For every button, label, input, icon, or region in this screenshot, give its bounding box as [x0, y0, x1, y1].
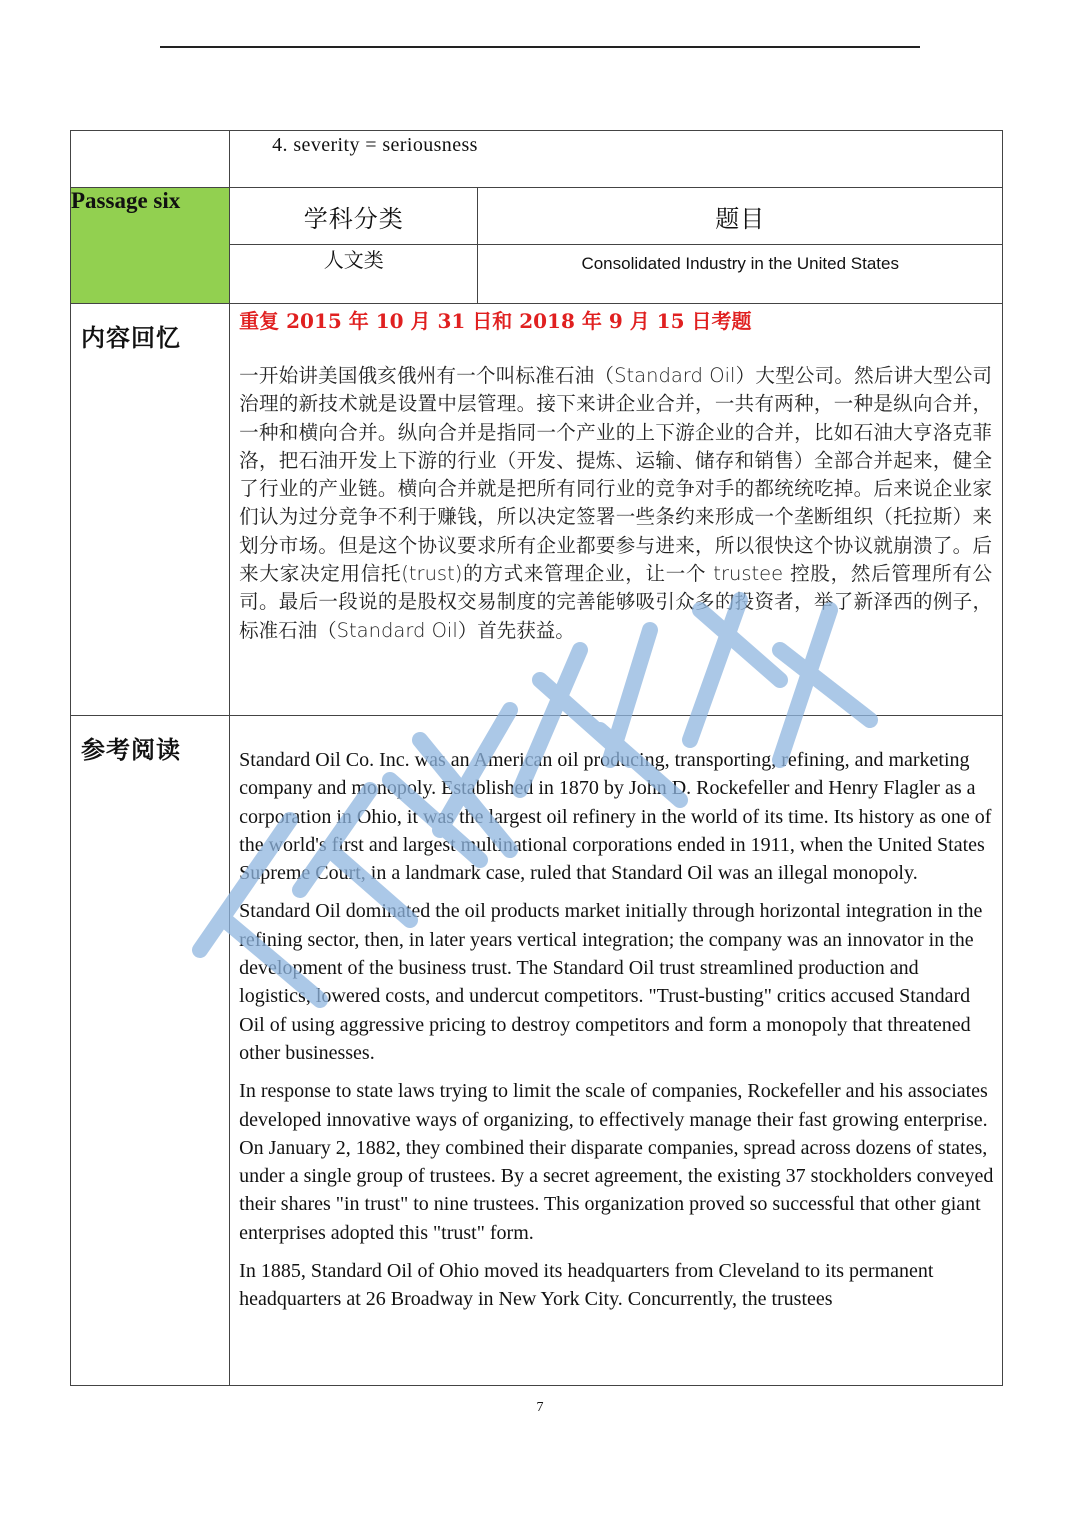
recall-text: 一开始讲美国俄亥俄州有一个叫标准石油（Standard Oil）大型公司。然后讲大型公司治理的新技术就是设置中层管理。接下来讲企业合并，一共有两种，一种是纵向合并，一种和横向合并。纵向合并是指同一个产业的上下游企业的合并，比如石油大亨洛克菲洛，把石油开发上下游的行业（开发、提炼、运输、储存和销售）全部合并起来，健全了行业的产业链。横向合并就是把所有同行业的竞争对手的都统统吃掉。后来说企业家们认为过分竞争不利于赚钱，所以决定签署一些条约来形成一个垄断组织（托拉斯）来划分市场。但是这个协议要求所有企业都要参与进来，所以很快这个协议就崩溃了。后来大家决定用信托(trust)的方式来管理企业，让一个 trustee 控股，然后管理所有公司。最后一段说的是股权交易制度的完善能够吸引众多的投资者，举了新泽西的例子，标准石油（Standard Oil）首先获益。	[239, 364, 992, 642]
category-value: 人文类	[323, 248, 384, 272]
vocab-row	[71, 131, 1003, 188]
passage-table	[70, 130, 1003, 1386]
reading-paragraph: Standard Oil Co. Inc. was an American oil producing, transporting, refining, and marketing company and monopoly. Established in 1870 by John D. Rockefeller and Henry Flagler as a corporation in Ohio, it was the largest oil refinery in the world of its time. Its history as one of the world's first and largest multinational corporations ended in 1911, when the United States Supreme Court, in a landmark case, ruled that Standard Oil was an illegal monopoly.	[239, 749, 992, 885]
page-number: 7	[536, 1400, 544, 1415]
repeat-note: 重复 2015 年 10 月 31 日和 2018 年 9 月 15 日考题	[239, 309, 752, 333]
title-header: 题目	[478, 188, 1003, 245]
reading-paragraph: Standard Oil dominated the oil products market initially through horizontal integration in the refining sector, then, in later years vertical integration; the company was an innovator in the development of the business trust. The Standard Oil trust streamlined production and logistics, lowered costs, and undercut competitors. "Trust-busting" critics accused Standard Oil of using aggressive pricing to destroy competitors and form a monopoly that threatened other businesses.	[239, 900, 983, 1064]
title-value-cell	[478, 245, 1003, 304]
reading-paragraph: In 1885, Standard Oil of Ohio moved its headquarters from Cleveland to its permanent headquarters at 26 Broadway in New York City. Concurrently, the trustees	[239, 1260, 934, 1311]
category-value-cell	[230, 245, 478, 304]
vocab-item: 4. severity = seriousness	[272, 134, 478, 156]
header-rule	[160, 46, 920, 48]
passage-label: Passage six	[71, 188, 230, 304]
recall-row	[71, 304, 1003, 716]
vocab-empty-cell	[71, 131, 230, 188]
recall-label: 内容回忆	[71, 304, 230, 716]
reading-paragraph: In response to state laws trying to limit the scale of companies, Rockefeller and his associates developed innovative ways of organizing, to effectively manage their fast growing enterprise. On January 2, 1882, they combined their disparate companies, spread across dozens of states, under a single group of trustees. By a secret agreement, the existing 37 stockholders conveyed their shares "in trust" to nine trustees. This organization proved so successful that other giant enterprises adopted this "trust" form.	[239, 1080, 994, 1244]
reading-row	[71, 716, 1003, 1386]
category-header: 学科分类	[230, 188, 478, 245]
passage-header-row	[71, 188, 1003, 245]
recall-cell	[230, 304, 1003, 716]
title-value: Consolidated Industry in the United States	[581, 254, 899, 273]
reading-label: 参考阅读	[71, 716, 230, 1386]
vocab-cell	[230, 131, 1003, 188]
reading-cell	[230, 716, 1003, 1386]
